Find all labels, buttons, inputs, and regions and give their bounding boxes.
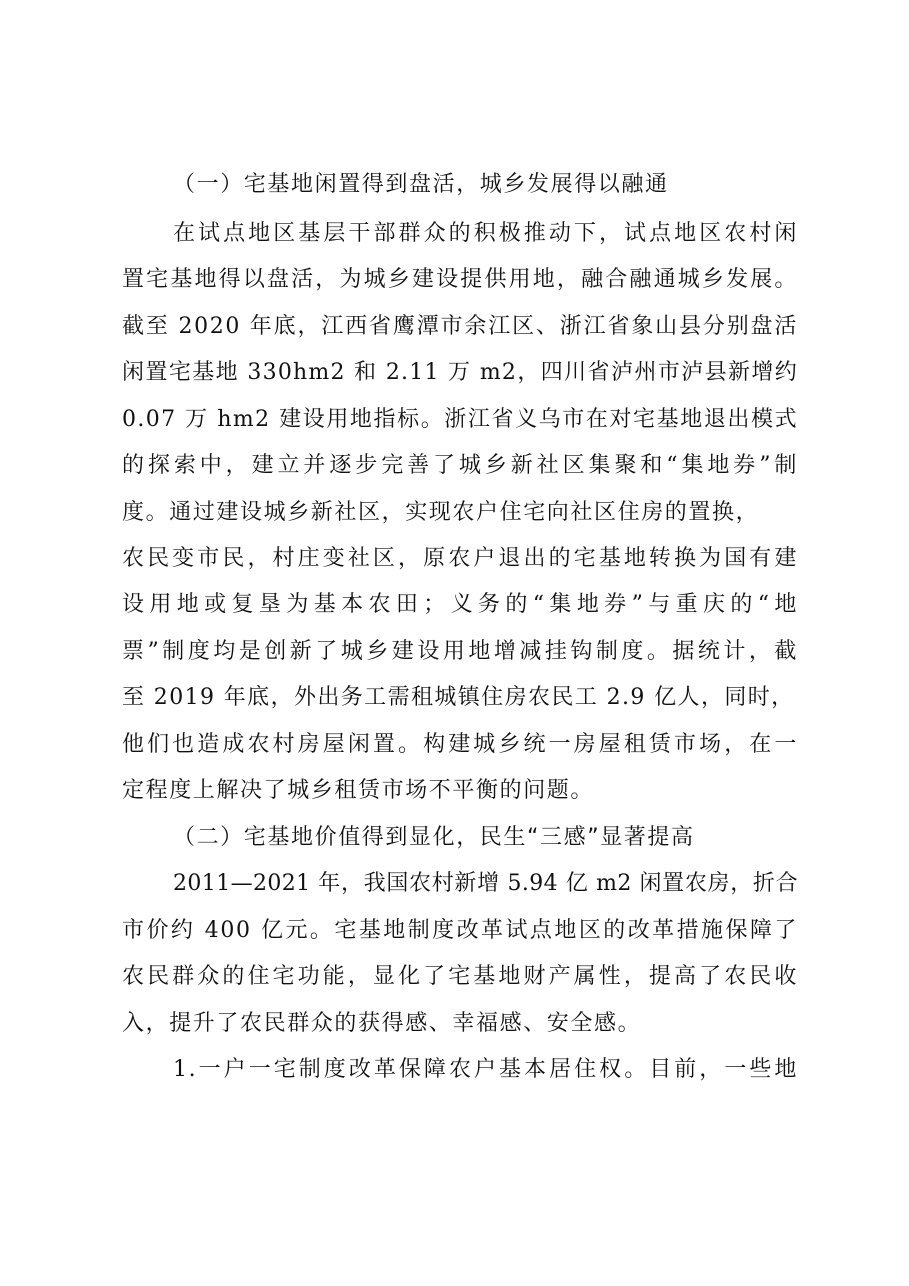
section-heading-2: （二）宅基地价值得到显化，民生“三感”显著提高 — [173, 825, 695, 850]
paragraph-line: 他们也造成农村房屋闲置。构建城乡统一房屋租赁市场，在一 — [122, 732, 798, 757]
paragraph-line: 2011—2021 年，我国农村新增 5.94 亿 m2 闲置农房，折合 — [173, 871, 798, 896]
section-heading-1: （一）宅基地闲置得到盘活，城乡发展得以融通 — [173, 172, 669, 197]
paragraph-line: 1.一户一宅制度改革保障农户基本居住权。目前，一些地 — [173, 1057, 798, 1082]
paragraph-line: 定程度上解决了城乡租赁市场不平衡的问题。 — [122, 778, 595, 803]
paragraph-line: 农民变市民，村庄变社区，原农户退出的宅基地转换为国有建 — [122, 546, 798, 571]
paragraph-line: 度。通过建设城乡新社区，实现农户住宅向社区住房的置换， — [122, 500, 760, 525]
paragraph-line: 票”制度均是创新了城乡建设用地增减挂钩制度。据统计，截 — [122, 639, 798, 664]
paragraph-line: 截至 2020 年底，江西省鹰潭市余江区、浙江省象山县分别盘活 — [122, 314, 798, 339]
paragraph-line: 市价约 400 亿元。宅基地制度改革试点地区的改革措施保障了 — [122, 918, 798, 943]
paragraph-line: 入，提升了农民群众的获得感、幸福感、安全感。 — [122, 1011, 642, 1036]
paragraph-line: 设用地或复垦为基本农田；义务的“集地券”与重庆的“地 — [122, 592, 798, 617]
paragraph-line: 闲置宅基地 330hm2 和 2.11 万 m2，四川省泸州市泸县新增约 — [122, 360, 798, 385]
paragraph-line: 的探索中，建立并逐步完善了城乡新社区集聚和“集地券”制 — [122, 453, 798, 478]
paragraph-line: 置宅基地得以盘活，为城乡建设提供用地，融合融通城乡发展。 — [122, 267, 798, 292]
paragraph-line: 0.07 万 hm2 建设用地指标。浙江省义乌市在对宅基地退出模式 — [122, 407, 798, 432]
paragraph-line: 至 2019 年底，外出务工需租城镇住房农民工 2.9 亿人，同时， — [122, 685, 795, 710]
paragraph-line: 农民群众的住宅功能，显化了宅基地财产属性，提高了农民收 — [122, 964, 798, 989]
paragraph-line: 在试点地区基层干部群众的积极推动下，试点地区农村闲 — [173, 221, 798, 246]
